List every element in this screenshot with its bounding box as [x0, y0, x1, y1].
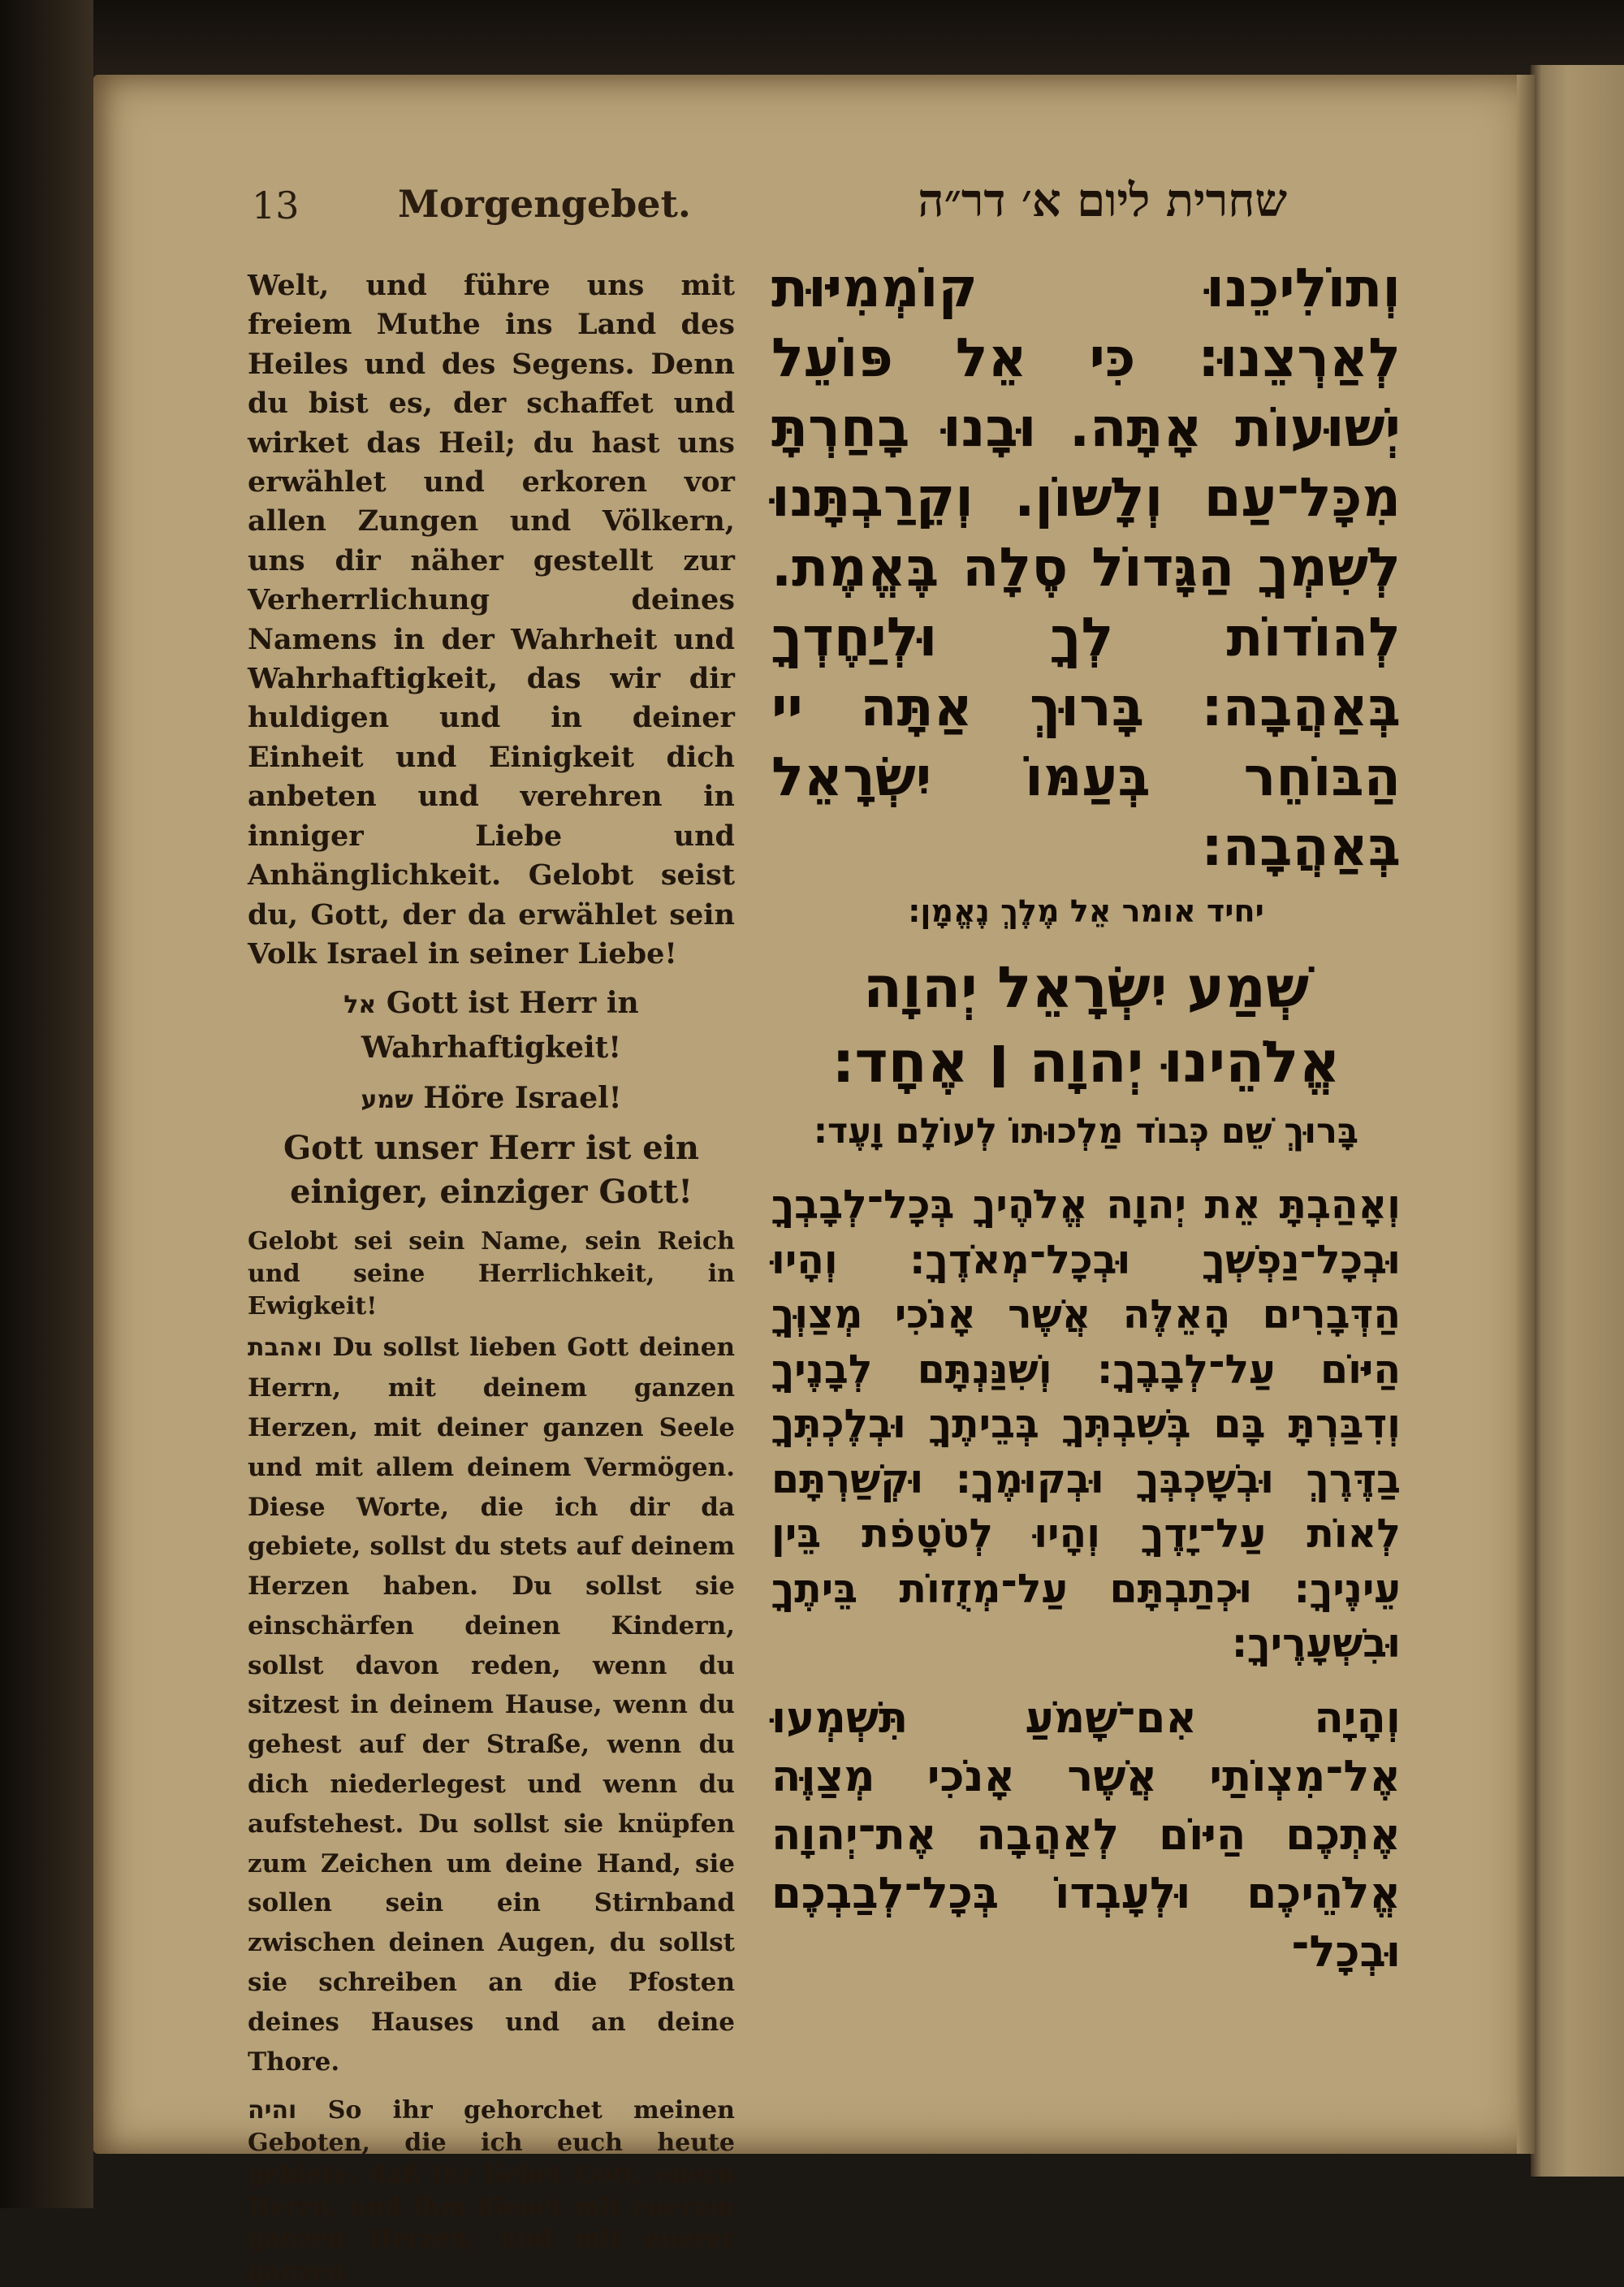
book-cover-left: [0, 0, 93, 2208]
page-gutter-shadow: [1517, 75, 1535, 2154]
hebrew-cue-word: אל: [343, 991, 377, 1020]
german-vehaya-paragraph: [248, 2095, 735, 2287]
german-paragraph-text: Du sollst lieben Gott deinen Herrn, mit deinem ganzen Herzen, mit deiner ganzen Seele und mit allem deinem Vermögen. Diese Worte, die ich dir da gebiete, sollst du stets auf deinem Herzen haben. Du sollst sie einschärfen deinen Kindern, sollst davon reden, wenn du sitzest in deinem Hause, wenn du gehest auf der Straße, wenn du dich niederlegest und wenn du aufstehest. Du sollst sie knüpfen zum Zeichen um deine Hand, sie sollen sein ein Stirnband zwischen deinen Augen, du sollst sie schreiben an die Pfosten deines Hauses und an deine Thore.: [248, 1333, 735, 2077]
german-paragraph-text: So ihr gehorchet meinen Geboten, die ich euch heute gebiete, daß ihr liebet Gott, euern Herrn, und ihm dienet mit euerem ganzen Herzen, und mit euerer ganzen: [248, 2096, 735, 2285]
hebrew-baruch-shem: בָּרוּךְ שֵׁם כְּבוֹד מַלְכוּתוֹ לְעוֹלָם וָעֶד:: [813, 1111, 1359, 1152]
hebrew-cue-word: והיה: [248, 2096, 297, 2125]
german-paragraph: Welt, und führe uns mit freiem Muthe ins Land des Heiles und des Segens. Denn du bist es, der schaffet und wirket das Heil; du hast uns erwählet und erkoren vor allen Zungen und Völkern, uns dir näher gestellt zur Verherrlichung deines Namens in der Wahrheit und Wahrhaftigkeit, das wir dir huldigen und in deiner Einheit und Einigkeit dich anbeten und verehren in inniger Liebe und Anhänglichkeit. Gelobt seist du, Gott, der da erwählet sein Volk Israel in seiner Liebe!: [248, 269, 735, 971]
hebrew-text-column: [771, 253, 1401, 1982]
book-cover-top: [0, 0, 1624, 77]
german-baruch-line: Gelobt sei sein Name, sein Reich und seine Herrlichkeit, in Ewigkeit!: [248, 1227, 735, 1321]
hebrew-veahavta: וְאָהַבְתָּ אֵת יְהוָה אֱלֹהֶיךָ בְּכָל־לְבָבְךָ וּבְכָל־נַפְשְׁךָ וּבְכָל־מְאֹדֶךָ: וְהָיוּ הַדְּבָרִים הָאֵלֶּה אֲשֶׁר אָנֹכִי מְצַוְּךָ הַיּוֹם עַל־לְבָבֶךָ: וְשִׁנַּנְתָּם לְבָנֶיךָ וְדִבַּרְתָּ בָּם בְּשִׁבְתְּךָ בְּבֵיתֶךָ וּבְלֶכְתְּךָ בַדֶּרֶךְ וּבְשָׁכְבְּךָ וּבְקוּמֶךָ: וּקְשַׁרְתָּם לְאוֹת עַל־יָדֶךָ וְהָיוּ לְטֹטָפֹת בֵּין עֵינֶיךָ: וּכְתַבְתָּם עַל־מְזֻזוֹת בֵּיתֶךָ וּבִשְׁעָרֶיךָ:: [771, 1182, 1401, 1667]
german-shema-line: [248, 1077, 735, 1122]
hebrew-shema: שְׁמַע יִשְׂרָאֵל יְהוָה אֱלֹהֵינוּ יְהוָה ׀ אֶחָד:: [831, 954, 1341, 1096]
facing-page-edge: [1531, 65, 1624, 2177]
german-veahavta-paragraph: [248, 1328, 735, 2082]
running-title-hebrew: שחרית ליום א׳ דר״ה: [918, 174, 1287, 227]
german-el-line: [248, 982, 735, 1069]
german-gott-line: Gott unser Herr ist ein einiger, einziger Gott!: [283, 1129, 699, 1212]
german-translation-column: [248, 266, 735, 2287]
hebrew-vehaya: וְהָיָה אִם־שָׁמֹעַ תִּשְׁמְעוּ אֶל־מִצְוֹתַי אֲשֶׁר אָנֹכִי מְצַוֶּה אֶתְכֶם הַיּוֹם לְאַהֲבָה אֶת־יְהוָה אֱלֹהֵיכֶם וּלְעָבְדוֹ בְּכָל־לְבַבְכֶם וּבְכָל־: [771, 1693, 1401, 1977]
hebrew-rubric: יחיד אומר אֵל מֶלֶךְ נֶאֱמָן:: [908, 893, 1264, 929]
hebrew-paragraph: וְתוֹלִיכֵנוּ קוֹמְמִיּוּת לְאַרְצֵנוּ: כִּי אֵל פּוֹעֵל יְשׁוּעוֹת אָתָּה. וּבָנוּ בָחַרְתָּ מִכָּל־עַם וְלָשׁוֹן. וְקֵרַבְתָּנוּ לְשִׁמְךָ הַגָּדוֹל סֶלָה בֶּאֱמֶת. לְהוֹדוֹת לְךָ וּלְיַחֶדְךָ בְּאַהֲבָה: בָּרוּךְ אַתָּה יי הַבּוֹחֵר בְּעַמּוֹ יִשְׂרָאֵל בְּאַהֲבָה:: [771, 257, 1401, 878]
page-number: 13: [252, 184, 300, 227]
hebrew-cue-word: שמע: [361, 1086, 413, 1115]
german-line-text: Gott ist Herr in Wahrhaftigkeit!: [361, 986, 639, 1066]
hebrew-cue-word: ואהבת: [248, 1334, 322, 1363]
german-line-text: Höre Israel!: [423, 1081, 622, 1116]
running-title-german: Morgengebet.: [398, 182, 691, 226]
